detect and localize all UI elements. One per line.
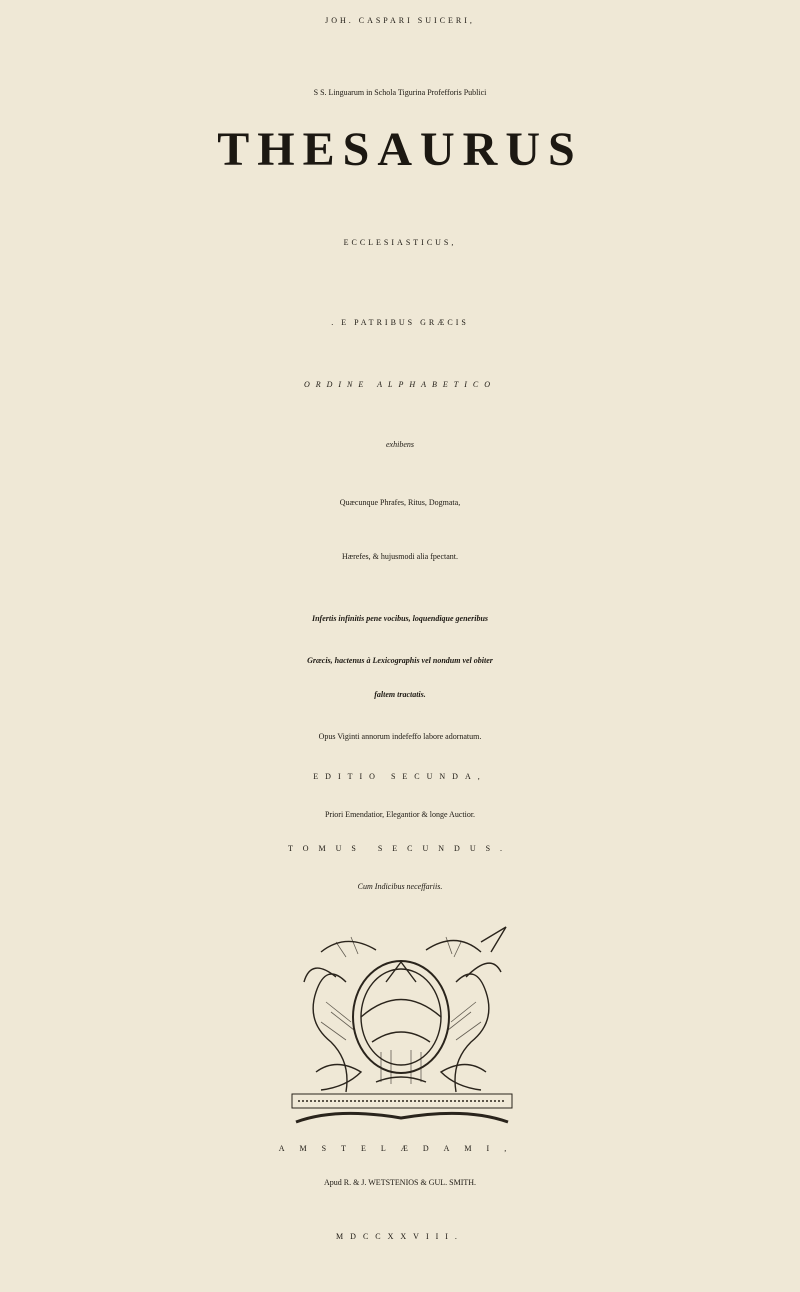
subtitle-line-2: . E PATRIBUS GRÆCIS [331, 318, 469, 327]
exhibens-line: exhibens [386, 440, 414, 449]
edition-note: Priori Emendatior, Elegantior & longe Auctior. [324, 810, 476, 819]
author-affiliation: S S. Linguarum in Schola Tigurina Profefforis Publici [313, 88, 487, 97]
imprint-city: AMSTELÆDAMI, [278, 1144, 522, 1153]
printers-device-engraving-icon [276, 922, 526, 1142]
edition-line: EDITIO SECUNDA, [313, 772, 487, 781]
insertis-line-3: faltem tractatis. [374, 690, 426, 699]
description-line-2: Hærefes, & hujusmodi alia fpectant. [342, 552, 458, 561]
insertis-line-1: Infertis infinitis pene vocibus, loquendique generibus [311, 614, 489, 623]
subtitle-line-1: ECCLESIASTICUS, [343, 238, 457, 247]
insertis-line-2: Græcis, hactenus à Lexicographis vel nondum vel obiter [307, 656, 493, 665]
imprint-publishers: Apud R. & J. WETSTENIOS & GUL. SMITH. [323, 1178, 477, 1187]
book-title: THESAURUS [217, 123, 583, 176]
imprint-year: MDCCXXVIII. [336, 1232, 464, 1241]
author-name: JOH. CASPARI SUICERI, [325, 16, 475, 25]
indices-note: Cum Indicibus neceffariis. [357, 882, 443, 891]
order-line: ORDINE ALPHABETICO [303, 380, 497, 389]
opus-line: Opus Viginti annorum indefeffo labore adornatum. [318, 732, 482, 741]
description-line-1: Quæcunque Phrafes, Ritus, Dogmata, [339, 498, 461, 507]
volume-line: TOMUS SECUNDUS. [287, 844, 513, 853]
